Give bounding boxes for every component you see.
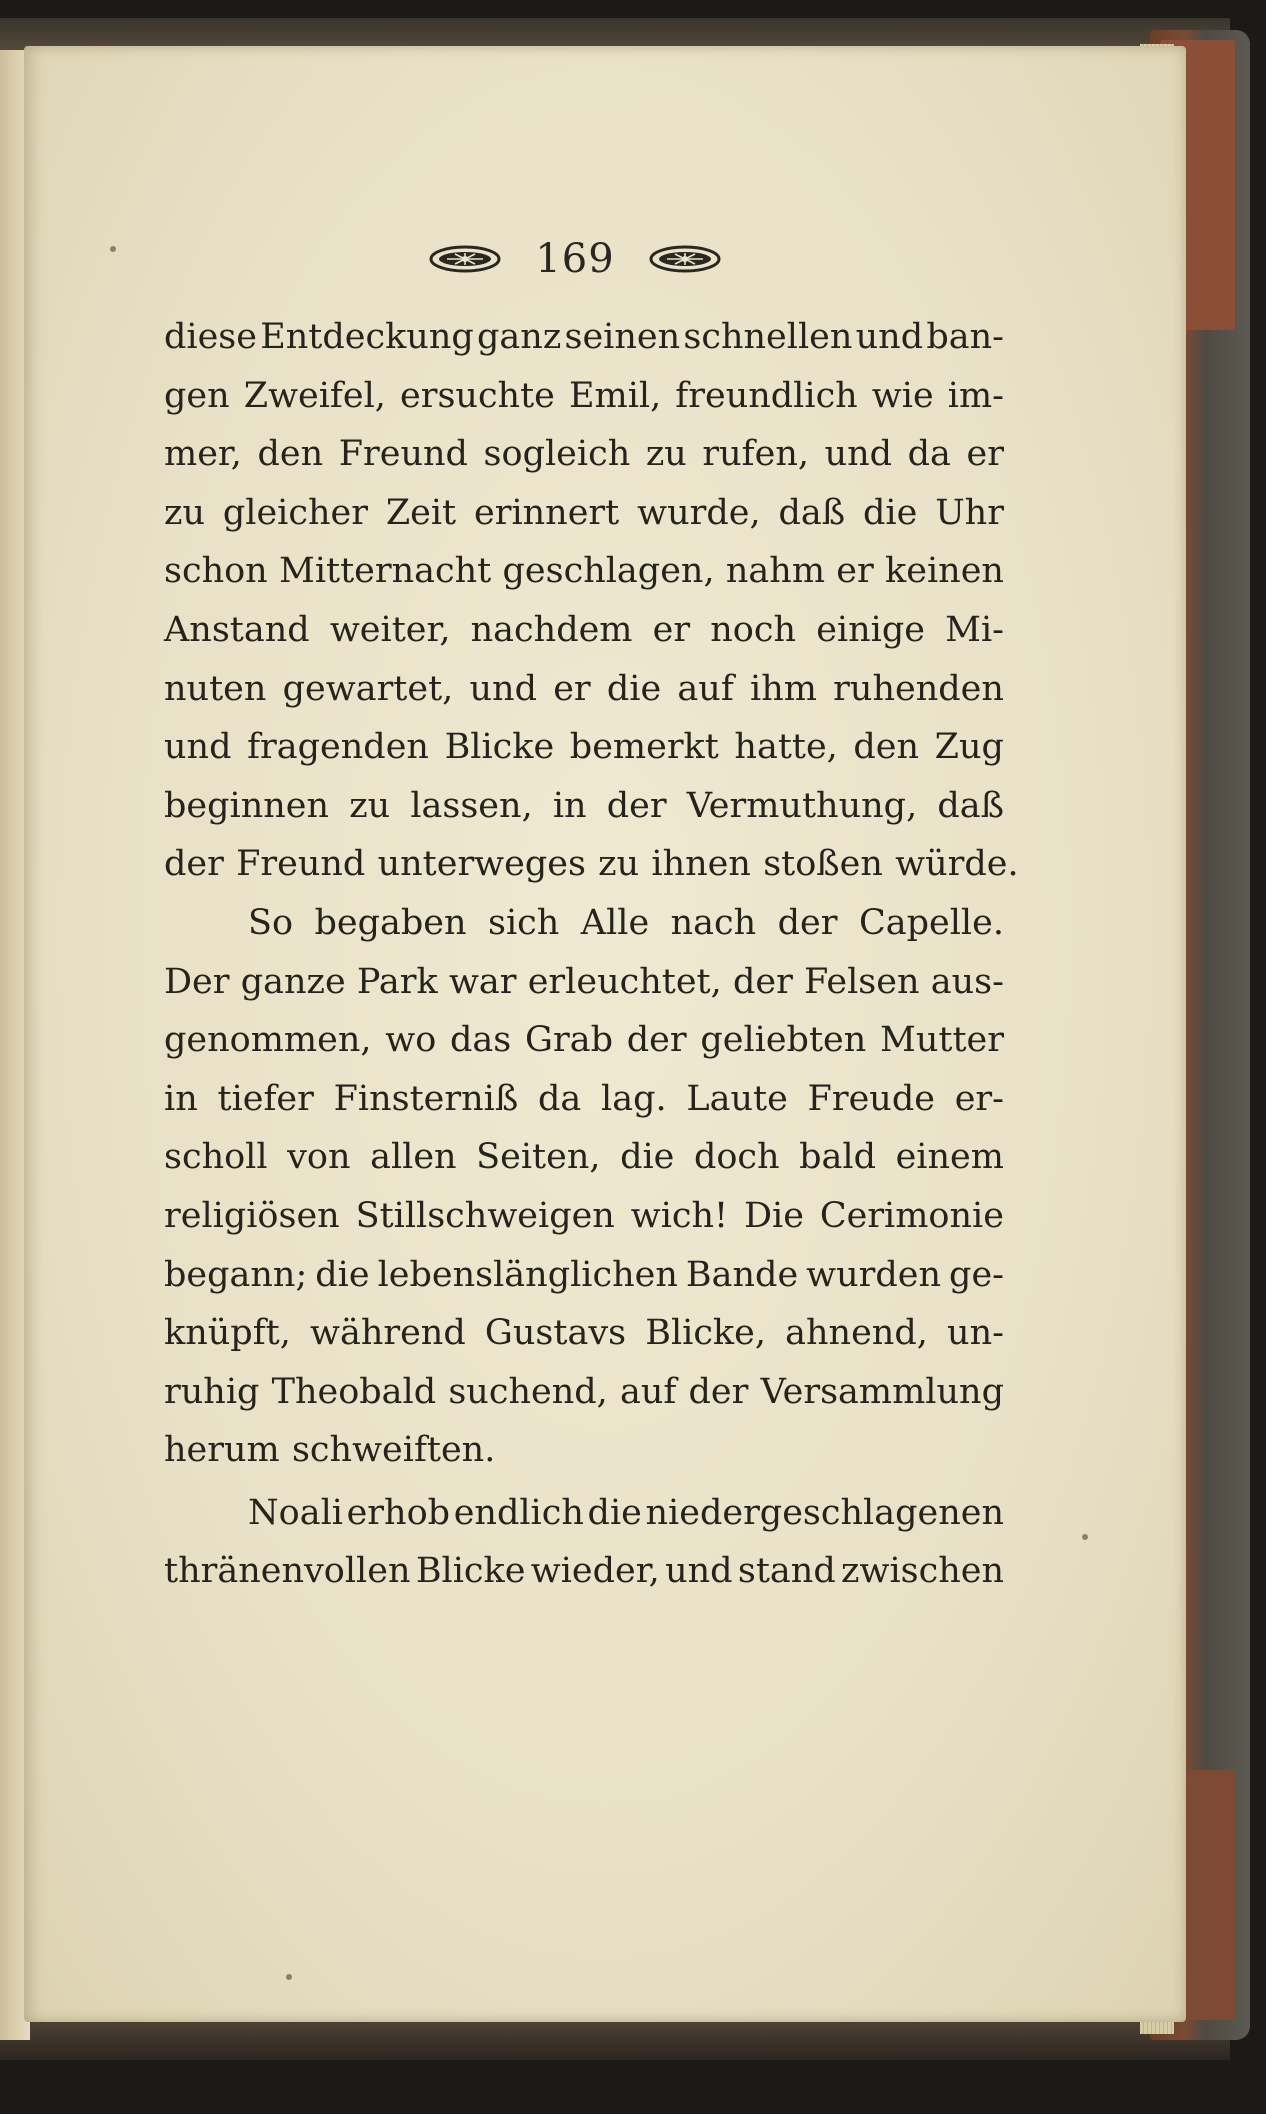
- text-line: [164, 542, 1004, 601]
- text-word: noch: [710, 609, 797, 650]
- text-word: da: [537, 1078, 582, 1119]
- ornament-left-icon: [429, 244, 501, 274]
- paper-speck: [286, 1974, 292, 1980]
- text-word: keinen: [885, 551, 1004, 592]
- text-word: Vermuthung,: [686, 785, 918, 826]
- text-word: Freund: [236, 844, 366, 885]
- text-word: begaben: [314, 902, 467, 943]
- text-line: [164, 1484, 1004, 1543]
- text-line: [164, 1070, 1004, 1129]
- text-word: herum: [164, 1430, 280, 1471]
- text-word: gen: [164, 375, 230, 416]
- text-word: scholl: [164, 1137, 268, 1178]
- text-word: begann;: [164, 1254, 308, 1295]
- text-word: Der: [164, 961, 230, 1002]
- text-word: Emil,: [568, 375, 662, 416]
- text-word: mer,: [164, 434, 242, 475]
- text-word: gleicher: [222, 492, 368, 533]
- ornament-right-icon: [649, 244, 721, 274]
- text-word: Zweifel,: [243, 375, 386, 416]
- text-word: Felsen: [804, 961, 920, 1002]
- text-word: würde.: [895, 844, 1019, 885]
- text-word: Freude: [807, 1078, 935, 1119]
- text-word: Stillschweigen: [355, 1195, 615, 1236]
- text-word: Laute: [686, 1078, 788, 1119]
- text-word: gewartet,: [282, 668, 454, 709]
- text-word: Capelle.: [858, 902, 1004, 943]
- text-word: Freund: [338, 434, 468, 475]
- text-word: und: [824, 434, 893, 475]
- text-word: lassen,: [410, 785, 533, 826]
- text-word: freundlich: [675, 375, 858, 416]
- text-line: [164, 1542, 1004, 1601]
- text-word: unterweges: [377, 844, 586, 885]
- text-word: die: [620, 1137, 675, 1178]
- text-word: stand: [737, 1551, 836, 1592]
- text-word: Uhr: [935, 492, 1004, 533]
- text-word: im-: [947, 375, 1004, 416]
- text-word: nachdem: [470, 609, 633, 650]
- text-word: Blicke,: [645, 1313, 766, 1354]
- text-word: wie: [871, 375, 934, 416]
- page-number: 169: [535, 236, 615, 282]
- book-cover-bottom-edge: [0, 2020, 1230, 2060]
- text-word: zu: [349, 785, 391, 826]
- paper-speck: [110, 246, 116, 252]
- text-word: Zeit: [385, 492, 457, 533]
- text-line: [164, 1421, 1004, 1480]
- text-word: und: [665, 1551, 733, 1592]
- text-line: [164, 601, 1004, 660]
- text-line: [164, 308, 1004, 367]
- text-line: [164, 718, 1004, 777]
- text-line: [164, 1304, 1004, 1363]
- text-word: während: [310, 1313, 466, 1354]
- text-word: Theobald: [271, 1371, 437, 1412]
- text-word: schnellen: [683, 317, 853, 357]
- paper-speck: [1082, 1534, 1088, 1540]
- text-word: fragenden: [247, 727, 429, 768]
- text-word: doch: [693, 1137, 780, 1178]
- text-word: ihm: [750, 668, 817, 709]
- text-word: Gustavs: [484, 1313, 627, 1354]
- text-word: wich!: [630, 1195, 729, 1236]
- text-word: ge-: [949, 1254, 1004, 1295]
- page-header: [0, 224, 1156, 294]
- text-word: erinnert: [474, 492, 620, 533]
- text-line: [164, 1128, 1004, 1187]
- text-word: nahm: [725, 551, 826, 592]
- text-word: Park: [356, 961, 438, 1002]
- text-line: [164, 367, 1004, 426]
- text-word: ganz: [477, 317, 562, 357]
- text-word: zu: [645, 434, 687, 475]
- text-word: Mutter: [880, 1020, 1004, 1061]
- text-word: hatte,: [734, 727, 838, 768]
- text-word: er: [553, 668, 591, 709]
- text-word: knüpft,: [164, 1313, 291, 1354]
- text-word: Entdeckung: [260, 317, 474, 357]
- text-word: ganze: [240, 961, 346, 1002]
- text-word: den: [257, 434, 324, 475]
- text-word: niedergeschlagenen: [645, 1492, 1004, 1533]
- text-word: nach: [670, 902, 757, 943]
- text-line: [164, 1363, 1004, 1422]
- text-word: der: [164, 844, 224, 885]
- text-word: Seiten,: [476, 1137, 601, 1178]
- text-word: rufen,: [702, 434, 809, 475]
- text-word: zu: [164, 492, 205, 533]
- text-word: und: [855, 317, 924, 357]
- text-word: geschlagen,: [502, 551, 715, 592]
- text-word: von: [287, 1137, 351, 1178]
- text-word: erhob: [346, 1492, 451, 1533]
- text-word: seinen: [564, 317, 681, 357]
- text-word: auf: [619, 1371, 677, 1412]
- text-word: und: [469, 668, 537, 709]
- text-word: ihnen: [651, 844, 751, 885]
- text-word: ruhig: [164, 1371, 260, 1412]
- text-word: der: [626, 1020, 687, 1061]
- text-word: Noali: [248, 1492, 343, 1533]
- text-word: er-: [954, 1078, 1004, 1119]
- text-word: bemerkt: [569, 727, 719, 768]
- text-word: einige: [816, 609, 925, 650]
- text-word: und: [164, 727, 232, 768]
- text-word: lag.: [601, 1078, 667, 1119]
- text-word: nuten: [164, 668, 267, 709]
- text-word: Grab: [525, 1020, 613, 1061]
- text-word: in: [552, 785, 587, 826]
- text-word: endlich: [453, 1492, 584, 1533]
- text-word: der: [732, 961, 793, 1002]
- text-word: Alle: [580, 902, 650, 943]
- text-word: aus-: [930, 961, 1004, 1002]
- text-word: er: [966, 434, 1004, 475]
- text-word: war: [448, 961, 517, 1002]
- text-word: diese: [164, 317, 257, 357]
- text-word: tiefer: [217, 1078, 314, 1119]
- text-word: stoßen: [763, 844, 883, 885]
- text-line: [164, 1011, 1004, 1070]
- text-word: suchend,: [448, 1371, 608, 1412]
- text-word: da: [907, 434, 951, 475]
- text-word: er: [836, 551, 874, 592]
- text-word: in: [164, 1078, 198, 1119]
- text-word: Versammlung: [760, 1371, 1004, 1412]
- text-line: [164, 777, 1004, 836]
- text-word: der: [606, 785, 667, 826]
- text-line: [164, 835, 1019, 894]
- text-word: der: [688, 1371, 749, 1412]
- text-line: [164, 953, 1004, 1012]
- text-word: Zug: [934, 727, 1004, 768]
- text-word: Bande: [685, 1254, 799, 1295]
- text-word: zu: [598, 844, 640, 885]
- text-word: wo: [385, 1020, 437, 1061]
- text-word: So: [248, 902, 294, 943]
- text-word: wieder,: [530, 1551, 660, 1592]
- book-page: [24, 46, 1186, 2022]
- text-word: beginnen: [164, 785, 330, 826]
- text-word: wurde,: [637, 492, 761, 533]
- text-word: weiter,: [329, 609, 451, 650]
- text-line: [164, 660, 1004, 719]
- text-word: sogleich: [483, 434, 631, 475]
- text-line: [164, 1246, 1004, 1305]
- text-word: religiösen: [164, 1195, 340, 1236]
- text-line: [164, 484, 1004, 543]
- text-word: lebenslänglichen: [377, 1254, 678, 1295]
- text-line: [164, 425, 1004, 484]
- text-word: den: [853, 727, 920, 768]
- text-word: allen: [370, 1137, 457, 1178]
- text-word: geliebten: [700, 1020, 867, 1061]
- text-word: ersuchte: [400, 375, 555, 416]
- text-word: genommen,: [164, 1020, 372, 1061]
- text-word: er: [652, 609, 691, 650]
- text-word: bald: [799, 1137, 877, 1178]
- text-word: Cerimonie: [819, 1195, 1004, 1236]
- text-word: Mi-: [945, 609, 1004, 650]
- text-word: schweiften.: [291, 1430, 496, 1471]
- text-word: die: [863, 492, 918, 533]
- text-word: Mitternacht: [279, 551, 492, 592]
- text-word: auf: [677, 668, 734, 709]
- text-word: sich: [488, 902, 560, 943]
- text-word: Die: [743, 1195, 804, 1236]
- text-word: wurden: [806, 1254, 942, 1295]
- text-word: das: [450, 1020, 512, 1061]
- text-word: die: [315, 1254, 370, 1295]
- body-text: [164, 308, 1019, 1601]
- text-word: thränenvollen: [164, 1551, 411, 1592]
- text-word: die: [587, 1492, 642, 1533]
- text-word: ruhenden: [833, 668, 1004, 709]
- text-word: die: [606, 668, 662, 709]
- text-word: ahnend,: [785, 1313, 928, 1354]
- text-word: erleuchtet,: [527, 961, 722, 1002]
- text-line: [164, 1187, 1004, 1246]
- text-word: Anstand: [164, 609, 310, 650]
- text-word: zwischen: [841, 1551, 1004, 1592]
- text-word: Blicke: [444, 727, 555, 768]
- text-word: Finsterniß: [333, 1078, 519, 1119]
- text-word: un-: [947, 1313, 1004, 1354]
- text-word: einem: [895, 1137, 1004, 1178]
- text-word: der: [777, 902, 838, 943]
- text-word: schon: [164, 551, 268, 592]
- text-line: [164, 894, 1004, 953]
- text-word: Blicke: [415, 1551, 526, 1592]
- text-word: daß: [778, 492, 846, 533]
- text-word: ban-: [926, 317, 1004, 357]
- text-word: daß: [937, 785, 1004, 826]
